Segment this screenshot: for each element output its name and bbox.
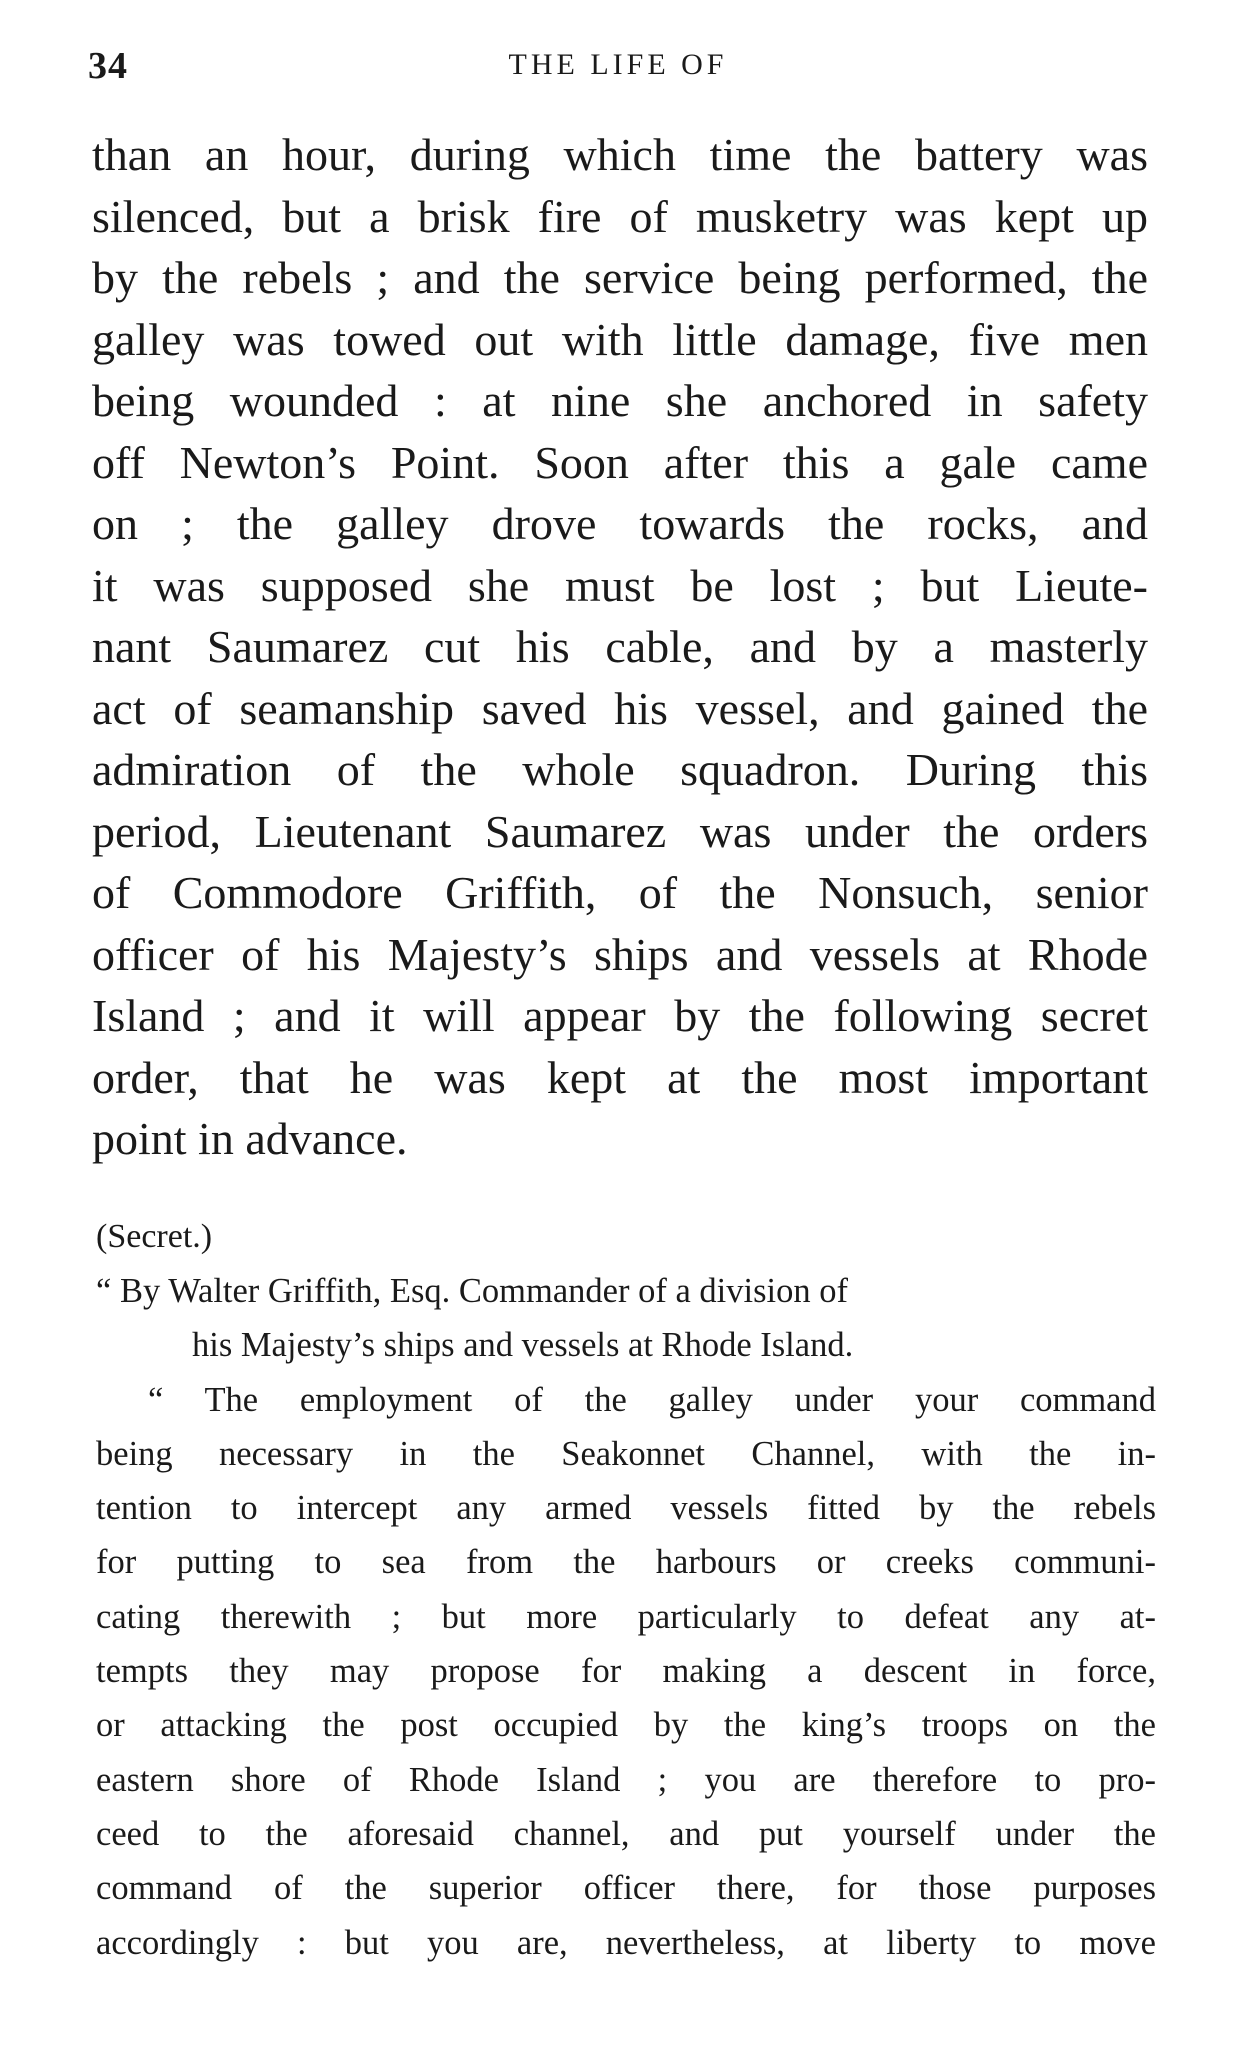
running-title: THE LIFE OF [508,48,728,81]
running-head [88,44,1148,94]
text-line: off Newton’s Point. Soon after this a gale came [92,436,1148,488]
order-text-line: or attacking the post occupied by the king’s troops on the [96,1706,1156,1745]
text-line: point in advance. [92,1113,408,1164]
text-line: being wounded : at nine she anchored in safety [92,375,1148,426]
text-line: galley was towed out with little damage, five men [92,313,1148,365]
text-line: it was supposed she must be lost ; but Lieute- [92,559,1148,611]
text-line: by the rebels ; and the service being performed, the [92,252,1148,303]
order-text-line: “ The employment of the galley under your command [148,1380,1156,1419]
order-text-line: accordingly : but you are, nevertheless, at liberty to move [96,1923,1156,1962]
text-line: than an hour, during which time the battery was [92,129,1148,180]
order-text-line: for putting to sea from the harbours or creeks communi- [96,1543,1156,1582]
order-text-line: tempts they may propose for making a descent in force, [96,1652,1156,1691]
text-line: act of seamanship saved his vessel, and gained the [92,682,1148,734]
text-line: silenced, but a brisk fire of musketry was kept up [92,190,1148,242]
text-line: period, Lieutenant Saumarez was under the orders [92,805,1148,857]
order-heading-line: his Majesty’s ships and vessels at Rhode Island. [192,1326,854,1365]
order-heading-line: “ By Walter Griffith, Esq. Commander of a division of [96,1272,848,1310]
text-line: nant Saumarez cut his cable, and by a masterly [92,621,1148,672]
order-text-line: cating therewith ; but more particularly to defeat any at- [96,1597,1156,1636]
order-text-line: being necessary in the Seakonnet Channel, with the in- [96,1434,1156,1473]
secret-order [96,1210,1156,1970]
order-text-line: tention to intercept any armed vessels fitted by the rebels [96,1489,1156,1528]
page-number: 34 [88,45,128,87]
order-text-line: command of the superior officer there, for those purposes [96,1869,1156,1908]
text-line: order, that he was kept at the most important [92,1051,1148,1103]
body-paragraph [92,124,1148,1170]
text-line: of Commodore Griffith, of the Nonsuch, senior [92,867,1148,918]
text-line: Island ; and it will appear by the following secret [92,990,1148,1041]
secret-label: (Secret.) [96,1218,213,1255]
text-line: on ; the galley drove towards the rocks, and [92,498,1148,549]
text-line: officer of his Majesty’s ships and vessels at Rhode [92,928,1148,980]
order-text-line: eastern shore of Rhode Island ; you are therefore to pro- [96,1760,1156,1799]
text-line: admiration of the whole squadron. During this [92,744,1148,795]
order-text-line: ceed to the aforesaid channel, and put yourself under the [96,1814,1156,1853]
